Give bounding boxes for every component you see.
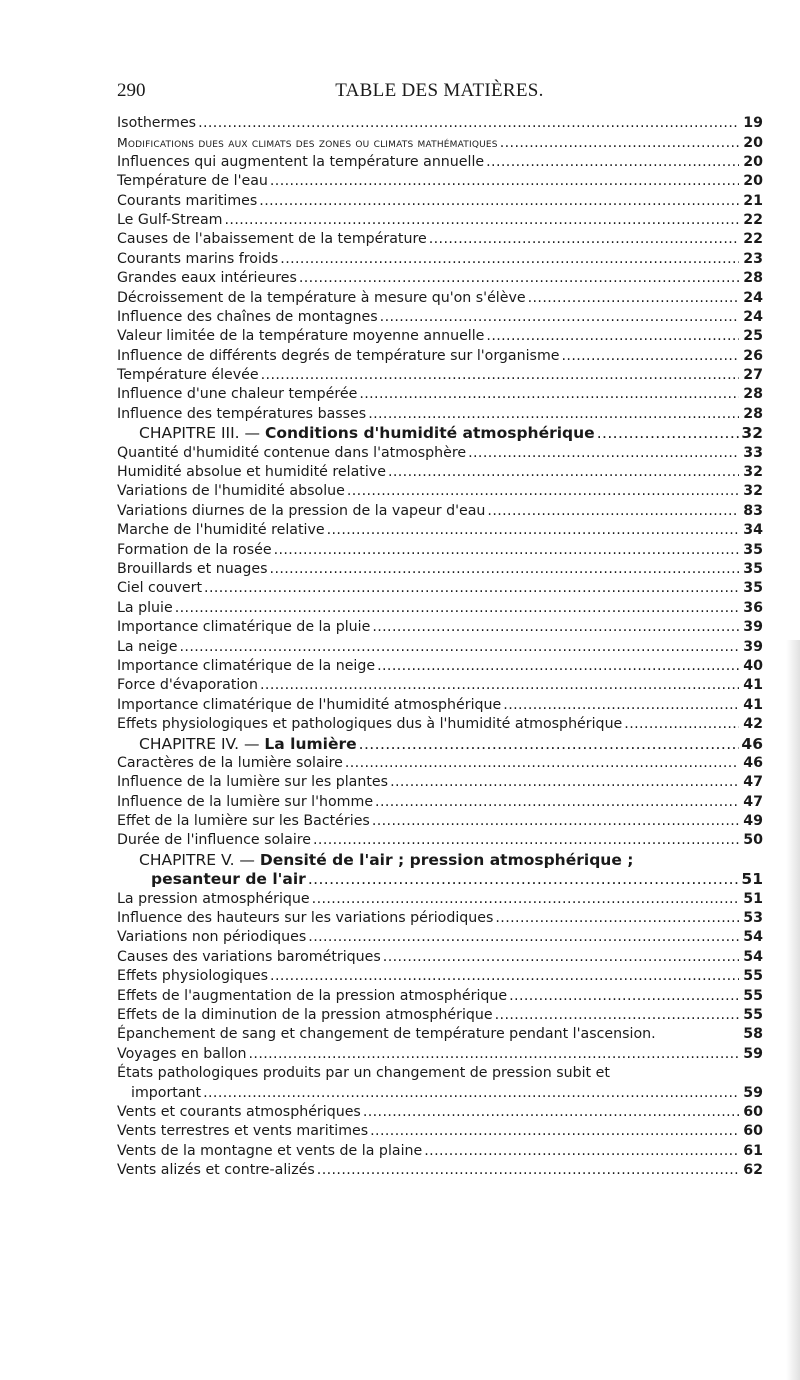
- entry-title: [117, 1025, 741, 1044]
- dot-leader: [390, 773, 739, 792]
- entry-page-number: 23: [743, 250, 763, 267]
- toc-entry: [117, 502, 763, 521]
- toc-entry: [117, 676, 763, 695]
- dot-leader: [299, 269, 739, 288]
- dot-leader: [368, 405, 739, 424]
- entry-title: [117, 831, 311, 850]
- dot-leader: [198, 114, 739, 133]
- entry-text: Isothermes: [117, 115, 197, 131]
- entry-page-number: 35: [743, 580, 763, 597]
- dot-leader: [380, 308, 739, 327]
- entry-text: Influence des hauteurs sur les variations périodiques: [117, 910, 494, 927]
- entry-page-number: 24: [743, 289, 763, 306]
- entry-text: Importance climatérique de la neige: [117, 657, 376, 674]
- entry-text: Effet de la lumière sur les Bactéries: [117, 813, 370, 830]
- entry-text: Voyages en ballon: [117, 1045, 247, 1062]
- toc-entry: [117, 385, 763, 404]
- entry-text: Variations diurnes de la pression de la vapeur d'eau: [117, 502, 486, 519]
- entry-title: [117, 289, 526, 308]
- entry-title: [117, 1142, 422, 1161]
- entry-page-number: 58: [743, 1026, 763, 1043]
- toc-entry: [117, 1025, 763, 1044]
- entry-title: [117, 560, 268, 579]
- entry-text: Influence de la lumière sur l'homme: [117, 793, 374, 810]
- entry-text: Vents et courants atmosphériques: [117, 1103, 361, 1120]
- entry-title: [117, 366, 259, 385]
- entry-text: Vents alizés et contre-alizés: [117, 1162, 315, 1179]
- dot-leader: [345, 754, 739, 773]
- entry-page-number: 39: [743, 638, 763, 655]
- entry-title: [117, 172, 268, 191]
- entry-page-number: 51: [743, 890, 763, 907]
- entry-text: important: [131, 1084, 202, 1101]
- entry-title: [117, 521, 325, 540]
- entry-text: Décroissement de la température à mesure qu'on s'élève: [117, 289, 526, 306]
- entry-title: [117, 463, 386, 482]
- toc-entry: [117, 211, 763, 230]
- dot-leader: [597, 424, 739, 443]
- toc-entry: [117, 696, 763, 715]
- dot-leader: [327, 521, 739, 540]
- dot-leader: [624, 715, 739, 734]
- dot-leader: [495, 909, 739, 928]
- entry-text: Vents terrestres et vents maritimes: [117, 1123, 369, 1140]
- entry-page-number: 46: [741, 734, 763, 753]
- entry-text: Influence des températures basses: [117, 405, 367, 422]
- entry-page-number: 47: [743, 774, 763, 791]
- entry-page-number: 59: [743, 1045, 763, 1062]
- toc-entry: [117, 269, 763, 288]
- entry-title: [117, 211, 223, 230]
- entry-page-number: 33: [743, 444, 763, 461]
- toc-entry: [117, 618, 763, 637]
- dot-leader: [500, 134, 739, 153]
- dot-leader: [308, 870, 739, 889]
- entry-text: Valeur limitée de la température moyenne annuelle: [117, 328, 485, 345]
- entry-text: Effets physiologiques et pathologiques dus à l'humidité atmosphérique: [117, 716, 623, 733]
- entry-page-number: 47: [743, 793, 763, 810]
- toc-entry: [117, 987, 763, 1006]
- entry-page-number: 54: [743, 929, 763, 946]
- entry-title: [117, 482, 345, 501]
- entry-page-number: 28: [743, 386, 763, 403]
- entry-page-number: 42: [743, 716, 763, 733]
- entry-page-number: 83: [743, 502, 763, 519]
- entry-page-number: 46: [743, 754, 763, 771]
- entry-page-number: 28: [743, 270, 763, 287]
- entry-title: [117, 308, 378, 327]
- entry-text: Courants marins froids: [117, 250, 279, 267]
- toc-entry: [117, 347, 763, 366]
- entry-title: [117, 502, 485, 521]
- entry-title: [117, 192, 257, 211]
- dot-leader: [203, 1084, 739, 1103]
- entry-title: [117, 890, 310, 909]
- entry-title: [117, 1161, 315, 1180]
- dot-leader: [259, 192, 739, 211]
- dot-leader: [270, 172, 739, 191]
- entry-page-number: 55: [743, 968, 763, 985]
- toc-entry: [117, 579, 763, 598]
- entry-title: [117, 1103, 361, 1122]
- entry-title: [117, 793, 373, 812]
- entry-page-number: 41: [743, 677, 763, 694]
- entry-page-number: 32: [743, 483, 763, 500]
- dot-leader: [424, 1142, 739, 1161]
- dot-leader: [388, 463, 739, 482]
- entry-text: Variations non périodiques: [117, 929, 307, 946]
- toc-entry: [117, 1122, 763, 1141]
- entry-text: Influence de la lumière sur les plantes: [117, 774, 389, 791]
- dot-leader: [204, 579, 739, 598]
- entry-text: Formation de la rosée: [117, 541, 272, 558]
- toc-entry: [117, 754, 763, 773]
- page-number: 290: [117, 80, 146, 101]
- entry-text: Effets de la diminution de la pression atmosphérique: [117, 1006, 493, 1023]
- page-header: [117, 80, 762, 106]
- toc-entry: [117, 948, 763, 967]
- toc-entry: [117, 793, 763, 812]
- dot-leader: [495, 1006, 739, 1025]
- toc-entry: [117, 1084, 763, 1103]
- toc-entry: [117, 1064, 763, 1083]
- entry-title: [117, 812, 370, 831]
- entry-text: Ciel couvert: [117, 580, 203, 597]
- entry-page-number: 50: [743, 832, 763, 849]
- toc-entry: [117, 715, 763, 734]
- entry-title: [151, 870, 306, 889]
- toc-entry: [117, 366, 763, 385]
- entry-text: Influence de différents degrés de température sur l'organisme: [117, 347, 560, 364]
- entry-page-number: 20: [743, 173, 763, 190]
- entry-page-number: 40: [743, 657, 763, 674]
- entry-page-number: 34: [743, 522, 763, 539]
- dot-leader: [528, 289, 739, 308]
- entry-text: La pluie: [117, 599, 173, 616]
- entry-page-number: 27: [743, 367, 763, 384]
- toc-entry: [117, 114, 763, 133]
- toc-entry: [117, 463, 763, 482]
- toc-entry: [117, 521, 763, 540]
- toc-entry: [117, 928, 763, 947]
- entry-text: Influences qui augmentent la température annuelle: [117, 153, 485, 170]
- toc-entry: [117, 1045, 763, 1064]
- entry-text: Force d'évaporation: [117, 677, 259, 694]
- entry-title: [117, 269, 297, 288]
- dot-leader: [359, 385, 739, 404]
- dot-leader: [175, 599, 739, 618]
- entry-title: [117, 676, 258, 695]
- entry-title: [117, 405, 366, 424]
- entry-text: Température élevée: [117, 367, 259, 384]
- entry-text: Effets de l'augmentation de la pression atmosphérique: [117, 987, 508, 1004]
- toc-entry: [117, 909, 763, 928]
- dot-leader: [370, 1122, 739, 1141]
- entry-title: [117, 444, 466, 463]
- entry-page-number: 36: [743, 599, 763, 616]
- dot-leader: [359, 735, 739, 754]
- entry-title: [117, 715, 622, 734]
- entry-title: [117, 987, 507, 1006]
- entry-text: Causes des variations barométriques: [117, 948, 381, 965]
- dot-leader: [313, 831, 739, 850]
- chapter-heading: [117, 870, 763, 889]
- entry-title: [117, 696, 501, 715]
- chapter-heading: [117, 424, 763, 443]
- entry-page-number: 26: [743, 347, 763, 364]
- chapter-title: Densité de l'air ; pression atmosphérique ;: [259, 850, 634, 869]
- entry-text: Caractères de la lumière solaire: [117, 754, 343, 771]
- dot-leader: [274, 541, 739, 560]
- dot-leader: [317, 1161, 739, 1180]
- entry-page-number: 32: [743, 464, 763, 481]
- entry-page-number: 21: [743, 192, 763, 209]
- toc-entry: [117, 153, 763, 172]
- entry-page-number: 59: [743, 1084, 763, 1101]
- entry-title: [117, 347, 560, 366]
- entry-text: Vents de la montagne et vents de la plaine: [117, 1142, 423, 1159]
- entry-page-number: 51: [741, 870, 763, 889]
- toc-entry: [117, 1006, 763, 1025]
- toc-entry: [117, 133, 763, 152]
- dot-leader: [260, 676, 739, 695]
- entry-title: [117, 1064, 763, 1083]
- entry-title: [117, 967, 268, 986]
- dot-leader: [486, 153, 739, 172]
- entry-title: [117, 541, 272, 560]
- entry-title: [139, 735, 357, 754]
- entry-title: [117, 599, 173, 618]
- entry-page-number: 22: [743, 231, 763, 248]
- page-edge-shadow: [786, 640, 800, 1380]
- entry-page-number: 20: [743, 135, 763, 152]
- chapter-heading: [117, 735, 763, 754]
- dot-leader: [377, 657, 739, 676]
- dot-leader: [562, 347, 740, 366]
- entry-title: [117, 133, 498, 152]
- table-of-contents: [117, 114, 763, 1180]
- toc-entry: [117, 327, 763, 346]
- entry-text: Causes de l'abaissement de la température: [117, 231, 427, 248]
- toc-entry: [117, 172, 763, 191]
- dot-leader: [308, 928, 739, 947]
- dot-leader: [261, 366, 739, 385]
- running-title: TABLE DES MATIÈRES.: [335, 80, 544, 101]
- entry-page-number: 20: [743, 153, 763, 170]
- entry-page-number: 39: [743, 619, 763, 636]
- entry-title: [117, 638, 178, 657]
- toc-entry: [117, 812, 763, 831]
- entry-title: [117, 250, 278, 269]
- toc-entry: [117, 308, 763, 327]
- entry-text: Courants maritimes: [117, 192, 258, 209]
- entry-page-number: 49: [743, 813, 763, 830]
- entry-page-number: 55: [743, 1006, 763, 1023]
- dot-leader: [347, 482, 739, 501]
- entry-text: CHAPITRE III. —: [139, 424, 265, 443]
- dot-leader: [429, 230, 739, 249]
- entry-page-number: 28: [743, 405, 763, 422]
- entry-title: [117, 754, 343, 773]
- chapter-heading: [117, 851, 763, 870]
- toc-entry: [117, 1161, 763, 1180]
- dot-leader: [180, 638, 739, 657]
- entry-title: [117, 1045, 247, 1064]
- entry-text: CHAPITRE V. —: [139, 850, 260, 869]
- dot-leader: [372, 812, 739, 831]
- entry-text: Le Gulf-Stream: [117, 211, 223, 228]
- entry-title: [117, 385, 357, 404]
- toc-entry: [117, 250, 763, 269]
- entry-page-number: 24: [743, 308, 763, 325]
- entry-text: CHAPITRE IV. —: [139, 734, 265, 753]
- dot-leader: [372, 618, 739, 637]
- entry-title: [117, 327, 484, 346]
- toc-entry: [117, 560, 763, 579]
- entry-text: Température de l'eau: [117, 173, 268, 190]
- dot-leader: [270, 560, 739, 579]
- toc-entry: [117, 192, 763, 211]
- entry-title: [117, 773, 388, 792]
- entry-page-number: 60: [743, 1123, 763, 1140]
- entry-page-number: 55: [743, 987, 763, 1004]
- entry-title: [139, 851, 763, 870]
- entry-text: Quantité d'humidité contenue dans l'atmosphère: [117, 444, 467, 461]
- entry-page-number: 35: [743, 560, 763, 577]
- toc-entry: [117, 773, 763, 792]
- toc-entry: [117, 1142, 763, 1161]
- entry-title: [117, 948, 381, 967]
- entry-page-number: 61: [743, 1142, 763, 1159]
- entry-page-number: 35: [743, 541, 763, 558]
- entry-page-number: 62: [743, 1162, 763, 1179]
- toc-entry: [117, 599, 763, 618]
- chapter-title: Conditions d'humidité atmosphérique: [264, 424, 595, 443]
- toc-entry: [117, 444, 763, 463]
- entry-title: [117, 1006, 493, 1025]
- toc-entry: [117, 831, 763, 850]
- entry-text: La pression atmosphérique: [117, 890, 310, 907]
- entry-text: Importance climatérique de la pluie: [117, 619, 371, 636]
- entry-title: [117, 153, 484, 172]
- entry-page-number: 32: [741, 424, 763, 443]
- entry-title: [117, 928, 306, 947]
- dot-leader: [280, 250, 739, 269]
- entry-text: Effets physiologiques: [117, 968, 269, 985]
- toc-entry: [117, 541, 763, 560]
- entry-text: Variations de l'humidité absolue: [117, 483, 345, 500]
- entry-page-number: 25: [743, 328, 763, 345]
- entry-page-number: 53: [743, 910, 763, 927]
- entry-page-number: 41: [743, 696, 763, 713]
- dot-leader: [270, 967, 739, 986]
- toc-entry: [117, 1103, 763, 1122]
- entry-title: [117, 579, 202, 598]
- entry-text: Modifications dues aux climats des zones ou climats mathématiques: [117, 135, 498, 151]
- entry-title: [117, 909, 493, 928]
- toc-entry: [117, 405, 763, 424]
- entry-title: [117, 1122, 368, 1141]
- entry-text: Marche de l'humidité relative: [117, 522, 325, 539]
- toc-entry: [117, 890, 763, 909]
- entry-text: Humidité absolue et humidité relative: [117, 464, 386, 481]
- toc-entry: [117, 657, 763, 676]
- entry-page-number: 60: [743, 1103, 763, 1120]
- dot-leader: [503, 696, 739, 715]
- entry-text: Influence d'une chaleur tempérée: [117, 386, 358, 403]
- entry-text: La neige: [117, 638, 178, 655]
- dot-leader: [225, 211, 740, 230]
- toc-entry: [117, 482, 763, 501]
- dot-leader: [486, 327, 739, 346]
- dot-leader: [509, 987, 739, 1006]
- entry-title: [117, 657, 375, 676]
- toc-entry: [117, 967, 763, 986]
- entry-page-number: 54: [743, 948, 763, 965]
- entry-page-number: 22: [743, 211, 763, 228]
- dot-leader: [312, 890, 739, 909]
- entry-page-number: 19: [743, 115, 763, 131]
- entry-title: [139, 424, 595, 443]
- entry-text: Grandes eaux intérieures: [117, 270, 297, 287]
- dot-leader: [249, 1045, 740, 1064]
- entry-title: [131, 1084, 201, 1103]
- entry-text: Brouillards et nuages: [117, 560, 268, 577]
- dot-leader: [383, 948, 739, 967]
- dot-leader: [375, 793, 739, 812]
- entry-title: [117, 618, 370, 637]
- entry-text: Influence des chaînes de montagnes: [117, 308, 378, 325]
- dot-leader: [363, 1103, 739, 1122]
- chapter-title: pesanteur de l'air: [151, 870, 306, 889]
- entry-text: Épanchement de sang et changement de température pendant l'ascension.: [117, 1026, 656, 1043]
- entry-text: Durée de l'influence solaire: [117, 832, 312, 849]
- entry-title: [117, 230, 427, 249]
- chapter-title: La lumière: [264, 734, 357, 753]
- dot-leader: [487, 502, 739, 521]
- toc-entry: [117, 289, 763, 308]
- entry-title: [117, 114, 196, 133]
- entry-text: États pathologiques produits par un changement de pression subit et: [117, 1065, 610, 1082]
- entry-text: Importance climatérique de l'humidité atmosphérique: [117, 696, 502, 713]
- dot-leader: [468, 444, 739, 463]
- toc-entry: [117, 638, 763, 657]
- toc-entry: [117, 230, 763, 249]
